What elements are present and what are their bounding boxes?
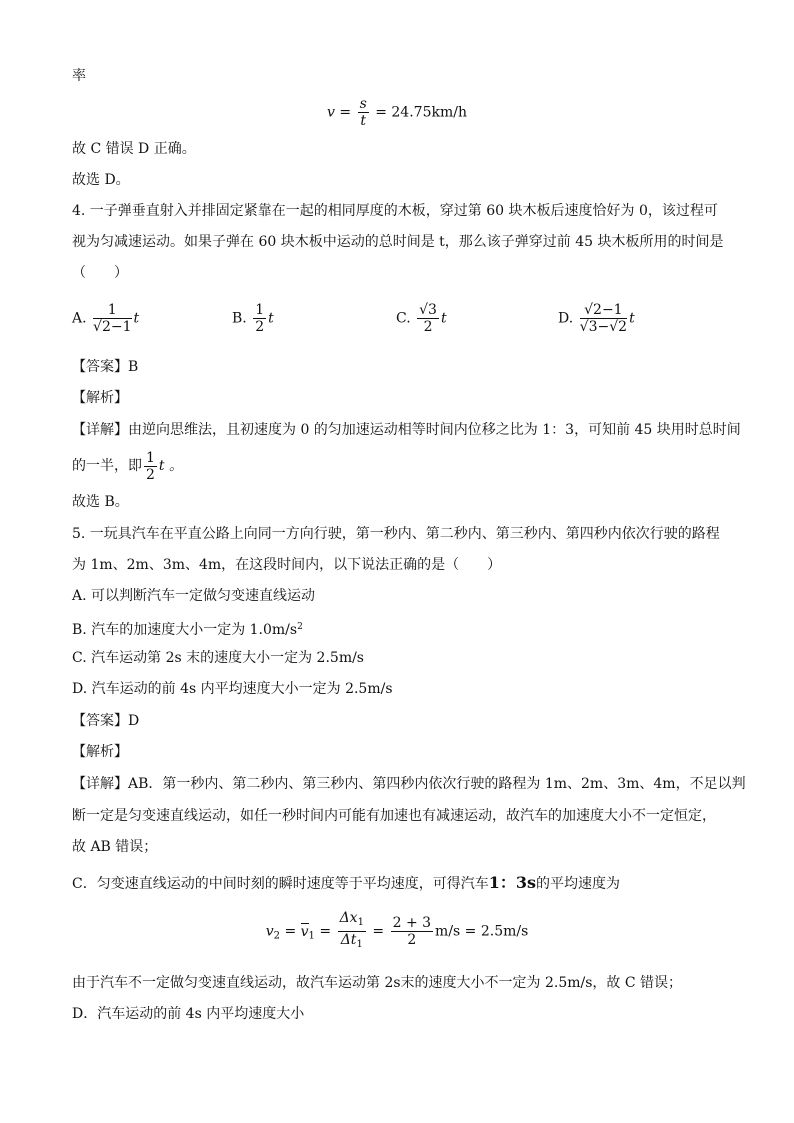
fraction [391,915,433,948]
question-5-option-a: A. 可以判断汽车一定做匀变速直线运动 [72,588,316,604]
eq-var: v [300,923,309,940]
question-5-option-c: C. 汽车运动第 2s 末的速度大小一定为 2.5m/s [72,650,364,666]
radicand: 3 [588,319,598,335]
detail-4-line-2 [72,448,722,484]
detail-5-line-3: 故 AB 错误； [72,839,158,855]
eq-var: v [265,923,274,940]
detail-4-line-1: 【详解】由逆向思维法，且初速度为 0 的匀加速运动相等时间内位移之比为 1：3，可知前 45 块用时总时间 [72,422,741,438]
detail-5-line-1: 【详解】AB．第一秒内、第二秒内、第三秒内、第四秒内依次行驶的路程为 1m、2m、3m、4m，不足以判 [72,776,746,792]
denominator: √2−1 [93,319,132,335]
denominator: 2 [423,319,433,335]
question-5-option-b [72,617,722,640]
eq-rhs: m/s = 2.5m/s [435,923,529,940]
denominator [338,932,366,953]
question-5-line-1: 5. 一玩具汽车在平直公路上向同一方向行驶，第一秒内、第二秒内、第三秒内、第四秒内依次行驶的路程 [72,526,720,542]
question-4-line-3: （ ） [72,265,128,281]
den-minus: − [597,319,610,335]
text: 1：3s [488,873,536,892]
fraction [580,302,627,335]
text: 的一半，即 [72,458,142,474]
text-line: 故选 D。 [72,172,130,188]
numerator: √3 [419,302,437,318]
fraction [338,910,366,953]
detail-5-line-5: 由于汽车不一定做匀变速直线运动，故汽车运动第 2s末的速度大小不一定为 2.5m/s，故 C 错误； [72,975,683,991]
text-line: 故 C 错误 D 正确。 [72,141,196,157]
question-5-option-d: D. 汽车运动的前 4s 内平均速度大小一定为 2.5m/s [72,681,393,697]
analysis-5: 【解析】 [72,744,128,760]
subscript: 1 [308,930,315,942]
subscript: 2 [273,930,280,942]
option-label: D. [558,310,574,327]
text: B. 汽车的加速度大小一定为 1.0m/s [72,622,298,638]
eq-sign: = [319,923,332,940]
option-label: C. [396,310,411,327]
eq-sign: = [339,104,352,121]
den-tail: −1 [110,319,132,335]
numerator [338,910,366,932]
var-t: t [133,310,140,327]
var-t: t [629,310,635,327]
fraction [253,302,266,335]
option-b [232,302,274,335]
denominator: 2 [146,466,155,483]
question-4-line-2: 视为匀减速运动。如果子弹在 60 块木板中运动的总时间是 t，那么该子弹穿过前 45 块木板所用的时间是 [72,234,724,250]
numerator: 2 + 3 [392,915,432,931]
numerator: s [359,96,367,112]
question-5-line-2: 为 1m、2m、3m、4m，在这段时间内，以下说法正确的是（ ） [72,557,502,573]
detail-5-line-6: D．汽车运动的前 4s 内平均速度大小 [72,1006,305,1022]
subscript: 1 [356,939,363,950]
text: C．匀变速直线运动的中间时刻的瞬时速度等于平均速度，可得汽车 [72,876,489,892]
option-d [558,302,635,335]
subscript: 1 [357,917,364,928]
denominator: t [360,113,366,129]
option-label: B. [232,310,247,327]
option-a [72,302,139,335]
text: Δt [340,932,357,948]
eq-var: v [327,104,335,121]
fraction [144,450,157,483]
numerator: 1 [93,302,131,319]
text-line: 率 [72,68,86,84]
var-t: t [440,310,447,327]
detail-5-line-4 [72,873,722,894]
num-tail: −1 [601,302,623,318]
text: Δx [339,910,358,926]
eq-sign: = [284,923,297,940]
denominator: 2 [255,319,265,335]
numerator: 1 [255,302,265,318]
text: t 。 [158,458,183,474]
analysis-4: 【解析】 [72,390,128,406]
select-4: 故选 B。 [72,494,129,510]
answer-5: 【答案】D [72,713,140,729]
fraction [358,96,369,129]
text: 的平均速度为 [536,876,620,892]
superscript: 2 [297,622,303,632]
equation-average-velocity [0,910,794,953]
detail-5-line-2: 断一定是匀变速直线运动，如任一秒时间内可能有加速也有减速运动，故汽车的加速度大小不一定恒定， [72,808,716,824]
option-label: A. [72,310,87,327]
radicand: 3 [428,302,437,318]
denominator: √3−√2 [579,319,628,335]
option-c [396,302,447,335]
equation-speed [0,96,794,129]
numerator: √2−1 [580,302,627,319]
eq-rhs: = 24.75km/h [375,104,467,121]
question-4-line-1: 4. 一子弹垂直射入并排固定紧靠在一起的相同厚度的木板，穿过第 60 块木板后速度恰好为 0，该过程可 [72,203,718,219]
answer-4: 【答案】B [72,359,139,375]
radicand: 2 [101,319,111,335]
radicand: 2 [618,319,628,335]
fraction [417,302,439,335]
denominator: 2 [407,932,417,948]
radicand: 2 [593,302,602,318]
eq-sign: = [372,923,385,940]
fraction [93,302,131,335]
numerator: 1 [146,449,155,466]
var-t: t [268,310,274,327]
